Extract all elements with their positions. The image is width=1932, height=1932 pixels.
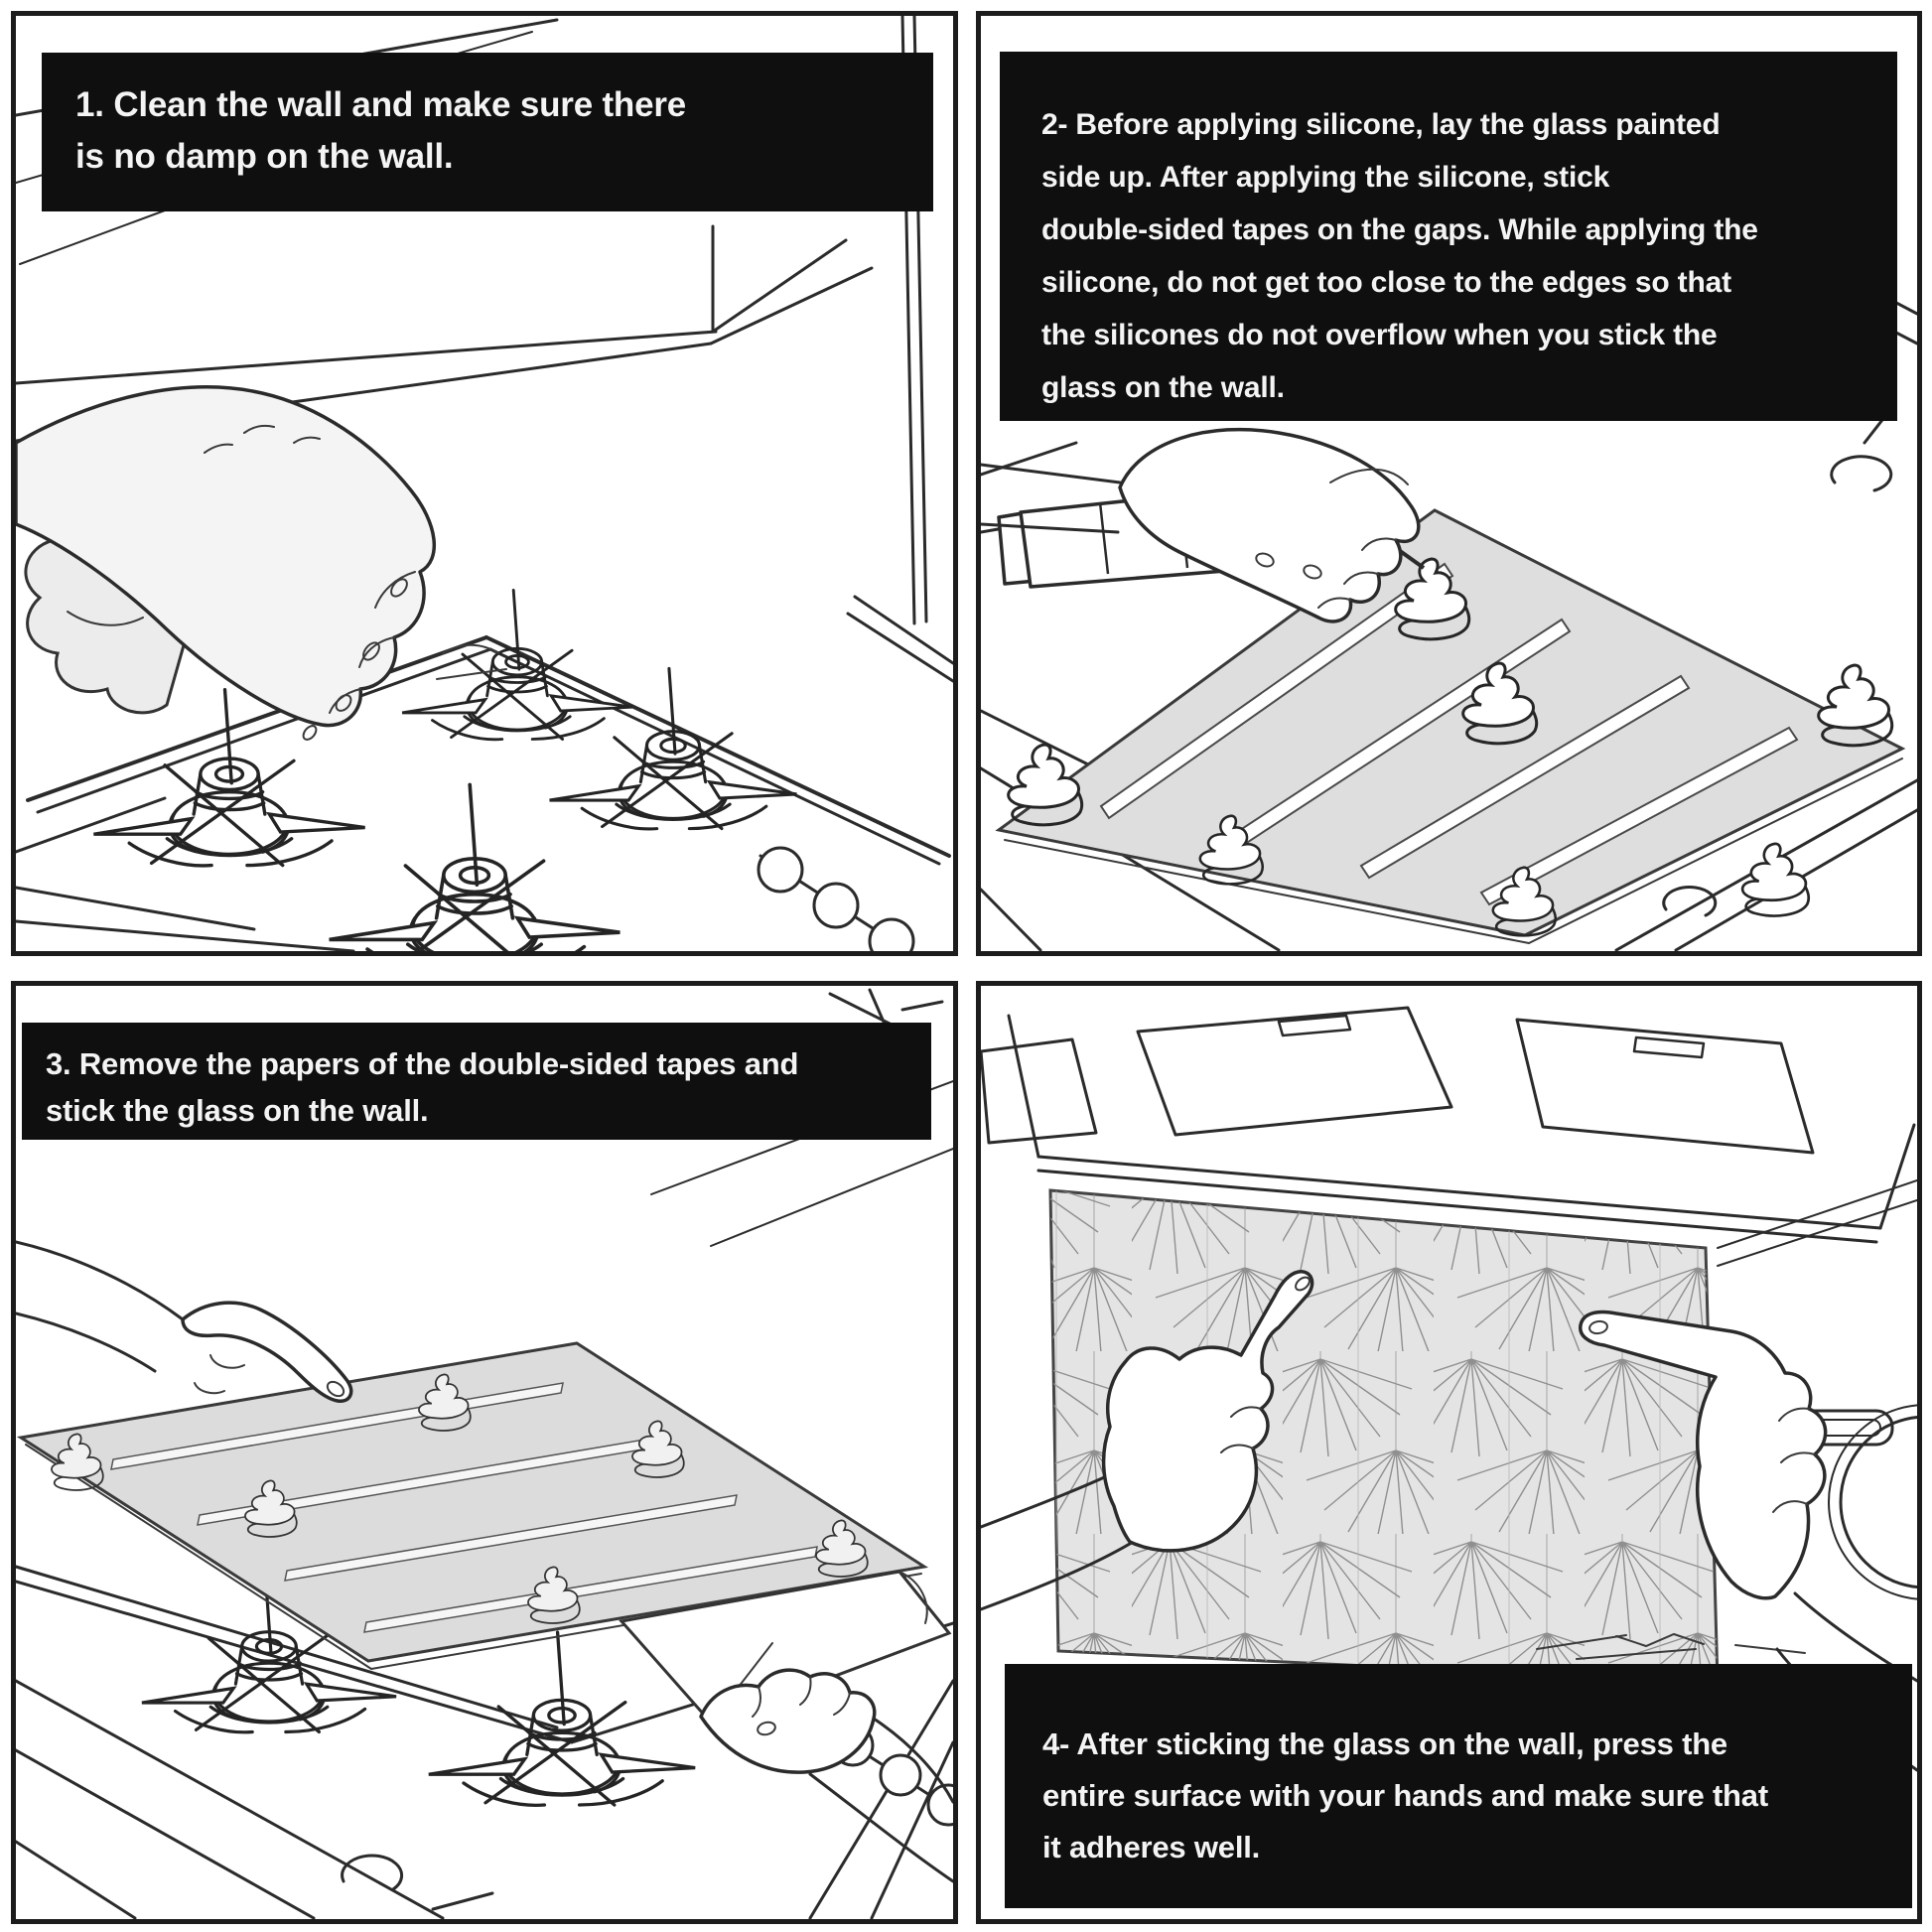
caption-line: stick the glass on the wall. (46, 1093, 429, 1128)
gas-burner (402, 590, 632, 739)
step-1-caption (42, 53, 933, 211)
step-3-caption (22, 1023, 931, 1140)
step-3-panel (11, 981, 958, 1924)
step-4-caption (1005, 1664, 1912, 1908)
caption-line: glass on the wall. (1041, 371, 1285, 404)
caption-line: the silicones do not overflow when you stick the (1041, 319, 1718, 351)
step-1-panel (11, 11, 958, 956)
caption-line: is no damp on the wall. (75, 137, 454, 176)
control-knobs (759, 848, 953, 951)
caption-line: entire surface with your hands and make sure that (1042, 1778, 1768, 1813)
caption-line: 1. Clean the wall and make sure there (75, 85, 687, 124)
gas-burner (550, 668, 797, 828)
caption-line: it adheres well. (1042, 1830, 1261, 1864)
pointing-finger (16, 1242, 351, 1401)
caption-line: side up. After applying the silicone, stick (1041, 161, 1610, 194)
step-2-panel (976, 11, 1922, 956)
step-4-panel (976, 981, 1922, 1924)
step-2-caption (1000, 52, 1897, 421)
caption-line: 2- Before applying silicone, lay the glass painted (1041, 108, 1721, 141)
caption-line: double-sided tapes on the gaps. While applying the (1041, 213, 1758, 246)
caption-line: silicone, do not get too close to the edges so that (1041, 266, 1731, 299)
round-pan (1841, 1417, 1917, 1587)
caption-line: 3. Remove the papers of the double-sided tapes and (46, 1046, 799, 1081)
gas-burner (330, 784, 621, 951)
caption-line: 4- After sticking the glass on the wall, press the (1042, 1726, 1727, 1761)
